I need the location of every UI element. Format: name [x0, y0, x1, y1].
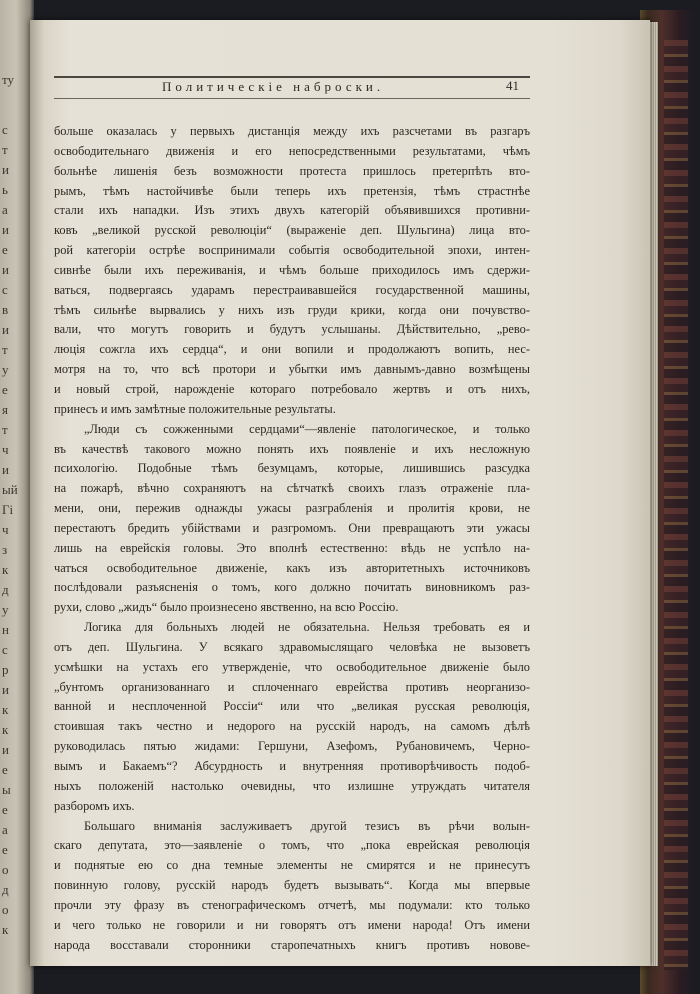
left-page-fragment: н: [2, 622, 9, 637]
text-line: прочли эту фразу въ стенографическомъ отчетѣ, мы подумали: кто только: [54, 897, 530, 912]
text-line: перестаютъ бредить убійствами и разгромомъ. Они превращаютъ эти ужасы: [54, 520, 530, 535]
left-page-fragment: о: [2, 862, 9, 877]
text-line: вали, что могутъ говорить и будутъ услышаны. Дѣйствительно, „рево-: [54, 322, 530, 337]
text-line: послѣдовали разъясненія о томъ, кого должно почитать виновникомъ раз-: [54, 580, 530, 595]
left-page-fragment: е: [2, 802, 8, 817]
left-page-fragment: т: [2, 142, 8, 157]
text-line: стоившая такъ честно и недорого на русскій народъ, на самомъ дѣлѣ: [54, 719, 530, 734]
left-page-fragment: е: [2, 762, 8, 777]
text-line: ваться, подвергаясь ударамъ перестраивавшейся государственной машины,: [54, 282, 530, 297]
text-line: ванной и несплоченной Россіи“ или что „великая русская революція,: [54, 699, 530, 714]
text-line: принесъ и имъ замѣтные положительные результаты.: [54, 401, 336, 416]
left-page-fragment: и: [2, 682, 9, 697]
left-page-fragment: к: [2, 562, 9, 577]
text-line: сивнѣе были ихъ переживанія, и чѣмъ больше приходилось имъ сдержи-: [54, 262, 530, 277]
text-line: лишь на еврейскія головы. Это вполнѣ естественно: вѣдь не успѣло на-: [54, 540, 530, 555]
text-line: больше оказалась у первыхъ дистанція между ихъ разсчетами въ разгаръ: [54, 124, 530, 138]
text-line: психологію. Подобные тѣмъ безумцамъ, которые, лишившись разсудка: [54, 461, 530, 476]
left-page-fragment: ч: [2, 522, 9, 537]
text-line: народа восставали сторонники старопечатныхъ книгъ противъ новове-: [54, 937, 530, 952]
text-line: скаго депутата, это—заявленіе о томъ, что „пока еврейская революція: [54, 838, 530, 853]
text-line: „Люди съ сожженными сердцами“—явленіе патологическое, и только: [84, 421, 530, 436]
text-line: рымъ, тѣмъ настойчивѣе были теперь ихъ претензія, тѣмъ страстнѣе: [54, 183, 530, 198]
text-line: и поднятые ею со дна темные элементы не смирятся и не принесутъ: [54, 858, 530, 873]
text-line: чаться освободительное движеніе, какъ изъ авторитетныхъ источниковъ: [54, 560, 530, 575]
text-line: тѣмъ сильнѣе вырвались у нихъ изъ груди крики, когда они почувство-: [54, 302, 530, 317]
text-line: въ качествѣ такового можно понять ихъ появленіе и ихъ несложную: [54, 441, 530, 456]
left-page-fragment: и: [2, 462, 9, 477]
text-line: освободительнаго движенія и его непосредственными результатами, чѣмъ: [54, 143, 530, 158]
left-page-fragment: к: [2, 702, 9, 717]
text-line: повинную голову, русскій народъ будетъ вызывать“. Когда мы впервые: [54, 878, 530, 893]
header-rule-bottom: [54, 98, 530, 99]
text-line: вымъ и Бакаемъ“? Абсурдность и внутренняя противорѣчивость подоб-: [54, 759, 530, 773]
left-page-fragment: е: [2, 842, 8, 857]
left-page-fragment: а: [2, 202, 8, 217]
left-page-fragment: о: [2, 902, 9, 917]
left-page-fragment: ый: [2, 482, 18, 497]
left-page-fragment: и: [2, 262, 9, 277]
text-line: мени, они, пережив однажды ужасы разграбленія и пролитія крови, не: [54, 501, 530, 516]
left-page-fragment: а: [2, 822, 8, 837]
text-line: ковъ „великой русской революціи“ (выраженіе деп. Шульгина) лица вто-: [54, 223, 530, 238]
left-page-fragment: и: [2, 162, 9, 177]
left-page-fragment: д: [2, 882, 9, 897]
left-page-fragment: е: [2, 242, 8, 257]
page-header: [54, 70, 530, 104]
left-page-fragment: к: [2, 722, 9, 737]
left-page-fragment: р: [2, 662, 9, 677]
text-line: люція сожгла ихъ сердца“, и они вопили и продолжаютъ вопить, нес-: [54, 342, 530, 357]
running-head: Политическіе наброски.: [162, 79, 385, 94]
header-rule-top: [54, 76, 530, 78]
text-line: больнѣе лишенія безъ возможности протеста пришлось претерпѣть вто-: [54, 163, 530, 178]
text-line: стали ихъ нападки. Изъ этихъ двухъ категорій объявившихся противни-: [54, 203, 530, 218]
left-page-fragment: ч: [2, 442, 9, 457]
text-line: руководилась пятью жидами: Гершуни, Азефомъ, Рубановичемъ, Черно-: [54, 739, 530, 754]
left-page-fragment: е: [2, 382, 8, 397]
left-page-fragment: я: [2, 402, 8, 417]
text-line: мотря на то, что всѣ протори и убытки имъ давнымъ-давно возмѣщены: [54, 362, 530, 377]
left-page-fragment: с: [2, 122, 8, 137]
left-page-fragment: ь: [2, 182, 8, 197]
text-line: и чего только не говорили и ни говорятъ отъ имени народа! Отъ имени: [54, 917, 530, 932]
left-page-fragment: и: [2, 742, 9, 757]
text-line: ныхъ положеній настолько очевидны, что излишне утруждать читателя: [54, 778, 530, 793]
left-page-fragment: с: [2, 282, 8, 297]
text-line: разборомъ ихъ.: [54, 798, 135, 813]
left-page-fragment: к: [2, 922, 9, 937]
left-page-fragment: в: [2, 302, 9, 317]
text-line: „бунтомъ организованнаго и сплоченнаго еврейства противъ неорганизо-: [54, 679, 530, 694]
left-page-fragment: ту: [2, 72, 15, 87]
left-page-fragment: и: [2, 222, 9, 237]
left-page-fragment: т: [2, 422, 8, 437]
left-page-fragment: ы: [2, 782, 11, 797]
left-page-fragment: с: [2, 642, 8, 657]
text-line: Логика для больныхъ людей не обязательна. Нельзя требовать ея и: [84, 620, 530, 635]
left-page-fragment: у: [2, 602, 9, 617]
text-line: рой категоріи острѣе воспринимали событія освободительной эпохи, интен-: [54, 243, 530, 258]
text-line: на пожарѣ, вѣчно сохраняютъ на сѣтчаткѣ своихъ глазъ отраженіе пла-: [54, 481, 530, 496]
left-page-fragment: и: [2, 322, 9, 337]
left-page-fragment: у: [2, 362, 9, 377]
left-page-fragment: т: [2, 342, 8, 357]
book-cover-texture: [664, 40, 688, 970]
text-line: отъ деп. Шульгина. У всякаго здравомыслящаго человѣка не вызоветъ: [54, 639, 530, 654]
left-page-sliver: [0, 0, 34, 994]
text-line: рухи, слово „жидъ“ было произнесено явственно, на всю Россію.: [54, 600, 399, 615]
left-page-fragment: з: [2, 542, 8, 557]
page-number: 41: [506, 78, 519, 93]
left-page-fragment: д: [2, 582, 9, 597]
text-line: усмѣшки на устахъ его утвержденіе, что освободительное движеніе было: [54, 659, 530, 674]
text-line: Большаго вниманія заслуживаетъ другой тезисъ въ рѣчи волын-: [84, 818, 530, 833]
body-text: [54, 122, 530, 955]
text-line: и новый строй, нарожденіе котораго потребовало жертвъ и отъ нихъ,: [54, 381, 530, 396]
left-page-fragment: Гі: [2, 502, 14, 517]
